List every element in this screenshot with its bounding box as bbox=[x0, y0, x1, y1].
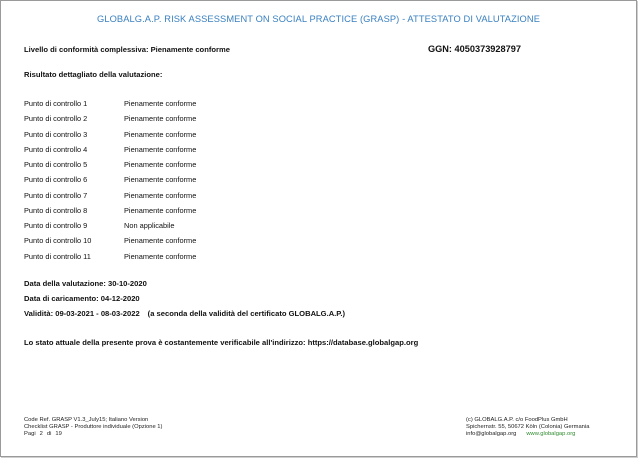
checkpoint-result: Pienamente conforme bbox=[124, 251, 197, 261]
page-of: di bbox=[46, 431, 52, 438]
document-title: GLOBALG.A.P. RISK ASSESSMENT ON SOCIAL PRACTICE (GRASP) - ATTESTATO DI VALUTAZIONE bbox=[96, 14, 540, 24]
checkpoint-label: Punto di controllo 11 bbox=[24, 251, 91, 261]
checkpoint-label: Punto di controllo 7 bbox=[24, 190, 88, 200]
checkpoint-result: Pienamente conforme bbox=[124, 144, 197, 154]
checkpoint-label: Punto di controllo 9 bbox=[24, 221, 88, 230]
checkpoint-label: Punto di controllo 2 bbox=[24, 114, 88, 124]
evaluation-date: Data della valutazione: 30-10-2020 bbox=[24, 279, 147, 288]
footer-email-link[interactable]: info@globalgap.org bbox=[466, 431, 517, 438]
validity-period bbox=[24, 309, 345, 318]
checkpoint-label: Punto di controllo 1 bbox=[24, 99, 88, 108]
page-total: 19 bbox=[55, 431, 62, 438]
checkpoint-label: Punto di controllo 3 bbox=[24, 129, 88, 139]
checkpoint-label: Punto di controllo 5 bbox=[24, 160, 88, 169]
checkpoint-label: Punto di controllo 10 bbox=[24, 236, 92, 246]
checkpoint-result: Pienamente conforme bbox=[124, 160, 197, 169]
checkpoint-result: Pienamente conforme bbox=[124, 114, 197, 124]
overall-compliance: Livello di conformità complessiva: Pienamente conforme bbox=[24, 45, 230, 54]
checkpoint-result: Pienamente conforme bbox=[124, 190, 197, 200]
checkpoint-result: Pienamente conforme bbox=[124, 205, 197, 215]
detail-heading: Risultato dettagliato della valutazione: bbox=[24, 70, 163, 79]
footer-copyright: (c) GLOBALG.A.P. c/o FoodPlus GmbH bbox=[466, 417, 568, 423]
page-label: Pagi bbox=[24, 431, 36, 438]
footer-left bbox=[24, 417, 162, 438]
checkpoint-result: Pienamente conforme bbox=[124, 99, 197, 108]
validity-dates: Validità: 09-03-2021 - 08-03-2022 bbox=[24, 309, 140, 318]
footer-right bbox=[466, 417, 589, 438]
checkpoint-result: Non applicabile bbox=[124, 221, 175, 230]
checkpoint-result: Pienamente conforme bbox=[124, 175, 197, 185]
verification-statement: Lo stato attuale della presente prova è costantemente verificabile all'indirizzo: https://database.globalgap.org bbox=[24, 338, 419, 347]
footer-page-number bbox=[24, 431, 162, 438]
checkpoint-result: Pienamente conforme bbox=[124, 129, 197, 139]
footer-website-link[interactable]: www.globalgap.org bbox=[526, 431, 576, 438]
footer-checklist: Checklist GRASP - Produttore individuale (Opzione 1) bbox=[24, 424, 163, 431]
footer-code-ref: Code Ref. GRASP V1.3_July15; Italiano Version bbox=[24, 417, 149, 423]
page-current: 2 bbox=[39, 431, 43, 438]
checkpoint-label: Punto di controllo 8 bbox=[24, 205, 88, 215]
footer-address: Spichernstr. 55, 50672 Köln (Colonia) Germania bbox=[466, 424, 590, 431]
checkpoint-label: Punto di controllo 6 bbox=[24, 175, 88, 185]
checkpoint-result: Pienamente conforme bbox=[124, 236, 197, 246]
upload-date: Data di caricamento: 04-12-2020 bbox=[24, 294, 140, 303]
ggn-number: GGN: 4050373928797 bbox=[428, 44, 521, 54]
checkpoint-label: Punto di controllo 4 bbox=[24, 144, 88, 154]
validity-note: (a seconda della validità del certificato GLOBALG.A.P.) bbox=[147, 309, 346, 318]
